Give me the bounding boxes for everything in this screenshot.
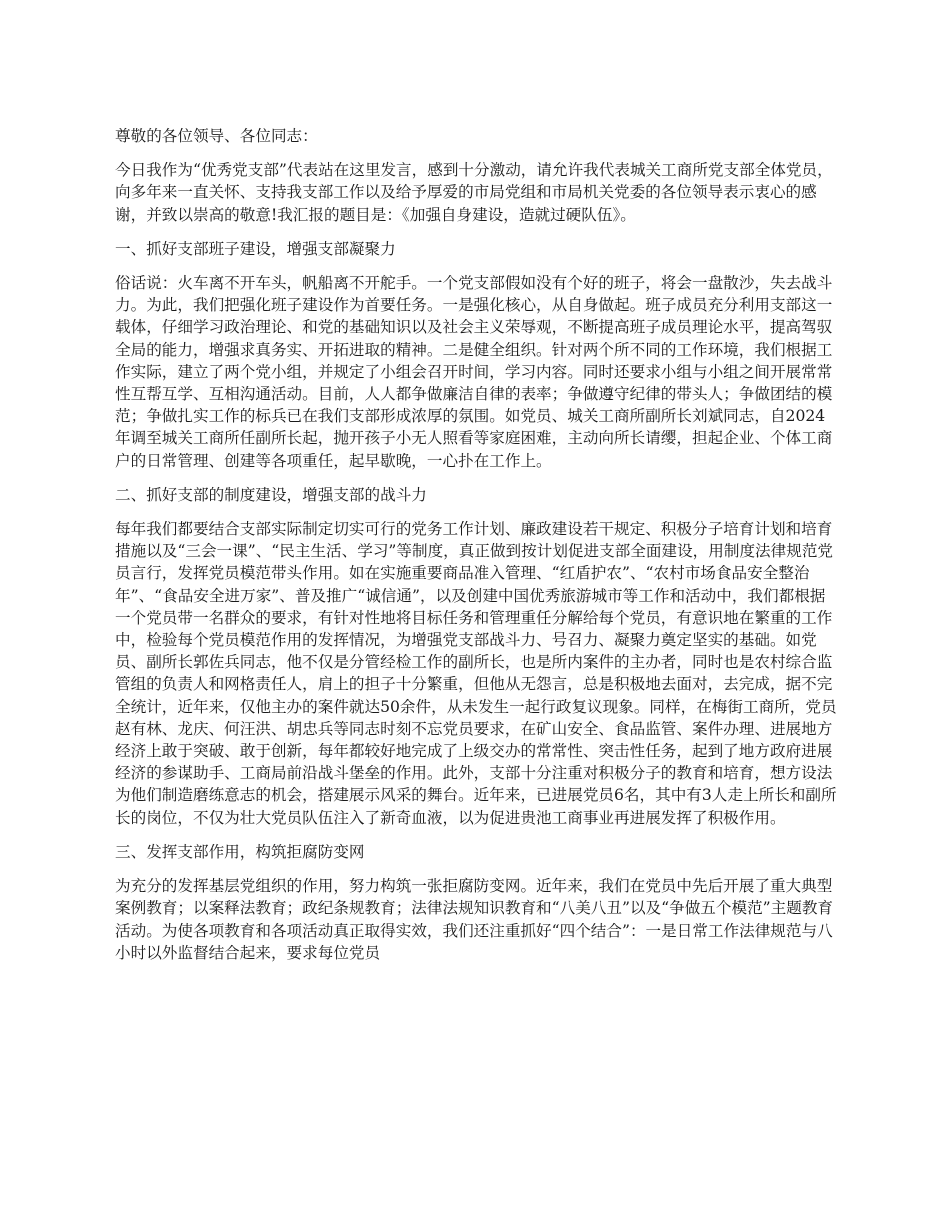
section-2-paragraph: 每年我们都要结合支部实际制定切实可行的党务工作计划、廉政建设若干规定、积极分子培育计划和培育措施以及“三会一课”、“民主生活、学习”等制度，真正做到按计划促进支部全面建设，用制度法律规范党员言行，发挥党员模范带头作用。如在实施重要商品准入管理、“红盾护农”、“农村市场食品安全整治年”、“食品安全进万家”、普及推广“诚信通”，以及创建中国优秀旅游城市等工作和活动中，我们都根据一个党员带一名群众的要求，有针对性地将目标任务和管理重任分解给每个党员，有意识地在繁重的工作中，检验每个党员模范作用的发挥情况，为增强党支部战斗力、号召力、凝聚力奠定坚实的基础。如党员、副所长郭佐兵同志，他不仅是分管经检工作的副所长，也是所内案件的主办者，同时也是农村综合监管组的负责人和网格责任人，肩上的担子十分繁重，但他从无怨言，总是积极地去面对，去完成，据不完全统计，近年来，仅他主办的案件就达50余件，从未发生一起行政复议现象。同样，在梅街工商所，党员赵有林、龙庆、何汪洪、胡忠兵等同志时刻不忘党员要求，在矿山安全、食品监管、案件办理、进展地方经济上敢于突破、敢于创新，每年都较好地完成了上级交办的常常性、突击性任务，起到了地方政府进展经济的参谋助手、工商局前沿战斗堡垒的作用。此外，支部十分注重对积极分子的教育和培育，想方设法为他们制造磨练意志的机会，搭建展示风采的舞台。近年来，已进展党员6名，其中有3人走上所长和副所长的岗位，不仅为壮大党员队伍注入了新奇血液，以为促进贵池工商事业再进展发挥了积极作用。 [115, 520, 837, 827]
greeting: 尊敬的各位领导、各位同志： [115, 127, 318, 145]
section-2-heading: 二、抓好支部的制度建设，增强支部的战斗力 [115, 485, 427, 504]
section-3-paragraph: 为充分的发挥基层党组织的作用，努力构筑一张拒腐防变网。近年来，我们在党员中先后开展了重大典型案例教育；以案释法教育；政纪条规教育；法律法规知识教育和“八美八丑”以及“争做五个模范”主题教育活动。为使各项教育和各项活动真正取得实效，我们还注重抓好“四个结合”：一是日常工作法律规范与八小时以外监督结合起来，要求每位党员 [115, 877, 834, 962]
section-3-heading: 三、发挥支部作用，构筑拒腐防变网 [115, 842, 365, 861]
section-1-heading: 一、抓好支部班子建设，增强支部凝聚力 [115, 239, 396, 258]
section-1-paragraph: 俗话说：火车离不开车头，帆船离不开舵手。一个党支部假如没有个好的班子，将会一盘散沙，失去战斗力。为此，我们把强化班子建设作为首要任务。一是强化核心，从自身做起。班子成员充分利用支部这一载体，仔细学习政治理论、和党的基础知识以及社会主义荣辱观，不断提高班子成员理论水平，提高驾驭全局的能力，增强求真务实、开拓进取的精神。二是健全组织。针对两个所不同的工作环境，我们根据工作实际，建立了两个党小组，并规定了小组会召开时间，学习内容。同时还要求小组与小组之间开展常常性互帮互学、互相沟通活动。目前，人人都争做廉洁自律的表率；争做遵守纪律的带头人；争做团结的模范；争做扎实工作的标兵已在我们支部形成浓厚的氛围。如党员、城关工商所副所长刘斌同志，自2024年调至城关工商所任副所长起，抛开孩子小无人照看等家庭困难，主动向所长请缨，担起企业、个体工商户的日常管理、创建等各项重任，起早歇晚，一心扑在工作上。 [115, 274, 833, 470]
intro-paragraph: 今日我作为“优秀党支部”代表站在这里发言，感到十分激动，请允许我代表城关工商所党支部全体党员，向多年来一直关怀、支持我支部工作以及给予厚爱的市局党组和市局机关党委的各位领导表示衷心的感谢，并致以崇高的敬意!我汇报的题目是：《加强自身建设，造就过硬队伍》。 [115, 161, 833, 224]
